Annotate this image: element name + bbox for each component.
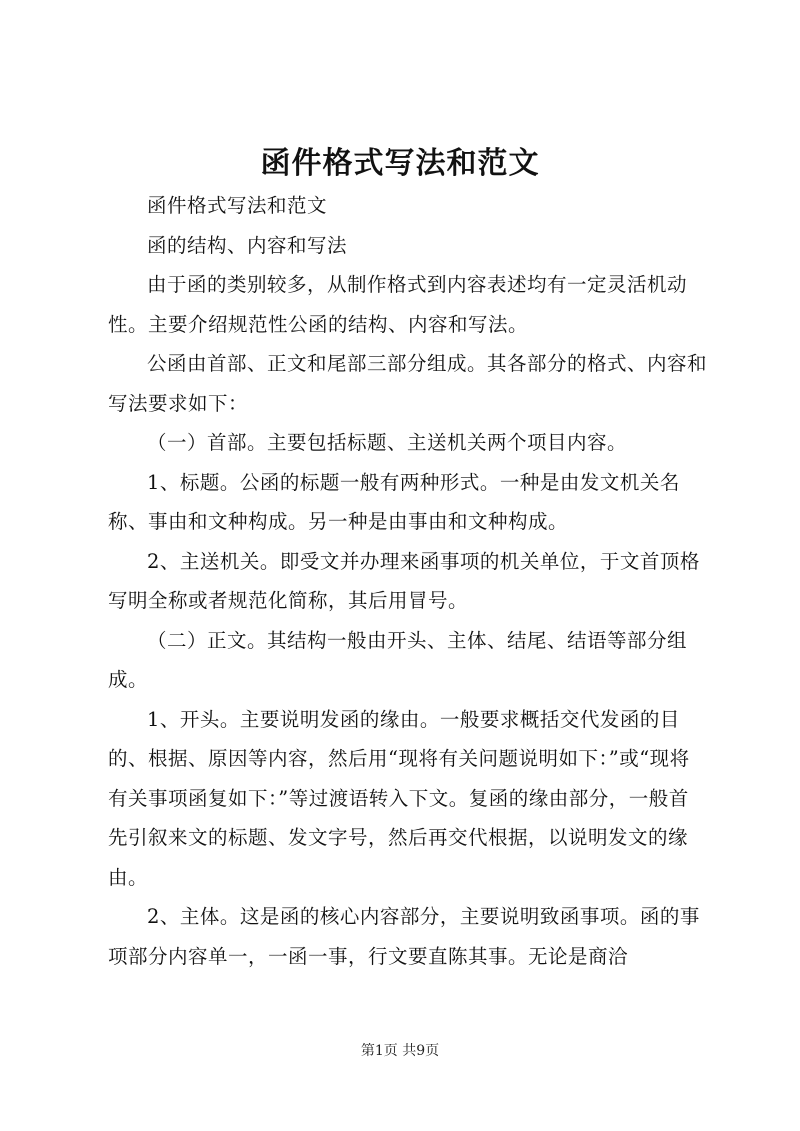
page-title: 函件格式写法和范文 [260,146,540,181]
paragraph: （二）正文。其结构一般由开头、主体、结尾、结语等部分组成。 [108,628,688,691]
paragraph: 公函由首部、正文和尾部三部分组成。其各部分的格式、内容和写法要求如下： [108,352,708,415]
document-body [108,186,708,976]
paragraph: 2、主体。这是函的核心内容部分，主要说明致函事项。函的事项部分内容单一，一函一事，行文要直陈其事。无论是商洽 [108,905,700,968]
paragraph: 函件格式写法和范文 [147,194,328,217]
page-number-footer: 第1页 共9页 [360,1043,440,1059]
paragraph: 1、标题。公函的标题一般有两种形式。一种是由发文机关名称、事由和文种构成。另一种是由事由和文种构成。 [108,470,680,533]
paragraph: （一）首部。主要包括标题、主送机关两个项目内容。 [147,431,628,454]
paragraph: 2、主送机关。即受文并办理来函事项的机关单位，于文首顶格写明全称或者规范化简称，其后用冒号。 [108,549,700,612]
paragraph: 由于函的类别较多，从制作格式到内容表述均有一定灵活机动性。主要介绍规范性公函的结构、内容和写法。 [108,273,688,336]
paragraph: 1、开头。主要说明发函的缘由。一般要求概括交代发函的目的、根据、原因等内容，然后用“现将有关问题说明如下：”或“现将有关事项函复如下：”等过渡语转入下文。复函的缘由部分，一般首先引叙来文的标题、发文字号，然后再交代根据，以说明发文的缘由。 [108,707,690,889]
paragraph: 函的结构、内容和写法 [147,233,348,257]
